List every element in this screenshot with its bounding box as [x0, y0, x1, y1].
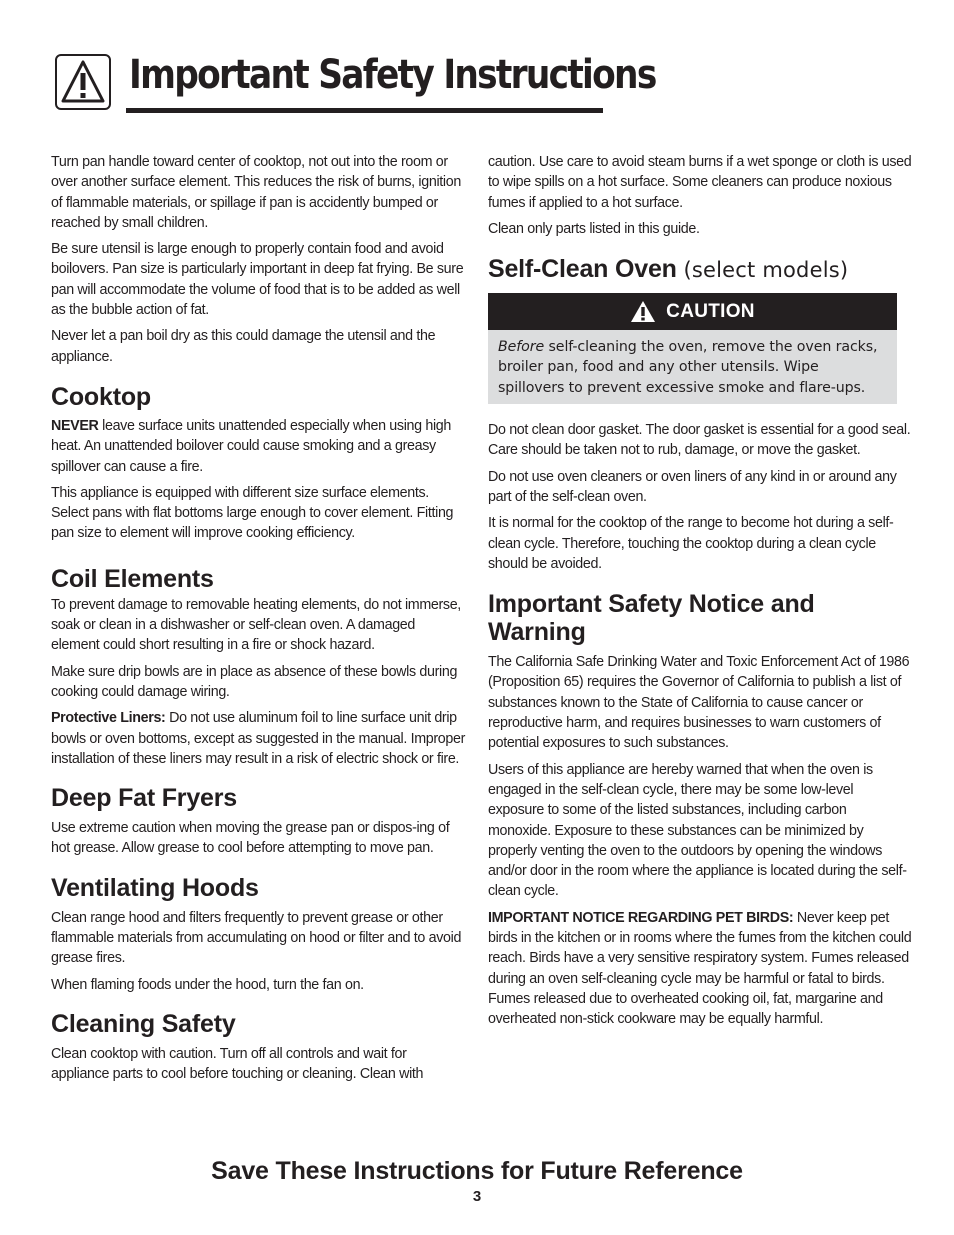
- oven-cleaners-paragraph: Do not use oven cleaners or oven liners of any kind in or around any part of the self-clean oven.: [488, 468, 897, 505]
- footer-title: Save These Instructions for Future Reference: [211, 1157, 743, 1185]
- page-number: 3: [472, 1188, 482, 1205]
- users-warned-paragraph: Users of this appliance are hereby warned that when the oven is engaged in the self-clean cycle, there may be some low-level exposure to some of the listed substances, including carbon monoxide. Exposure to these substances can be minimized by properly venting the oven to the outdoors by opening the windows and/or door in the room where the appliance is located during the self-clean cycle.: [488, 761, 907, 900]
- self-clean-heading-text: Self-Clean Oven: [488, 255, 677, 284]
- pet-birds-paragraph: [488, 908, 912, 1030]
- cooktop-paragraph-2: This appliance is equipped with different size surface elements. Select pans with flat bottoms large enough to cover element. Fitting pan size to element will improve cooking efficiency.: [51, 484, 454, 542]
- coil-p3-text: Do not use aluminum foil to line surface unit drip bowls or oven bottoms, except as suggested in the manual. Improper installation of these liners may result in a risk of electric shock or fire.: [51, 710, 465, 767]
- title-underline: [126, 108, 603, 113]
- intro-paragraph-2: Be sure utensil is large enough to properly contain food and avoid boilovers. Pan size is particularly important in deep fat frying. Be sure pan will accommodate the volume of food that is to be added as well as the bubble action of fat.: [51, 241, 464, 319]
- cooktop-paragraph-1: [51, 416, 467, 477]
- door-gasket-paragraph: Do not clean door gasket. The door gasket is essential for a good seal. Care should be taken not to rub, damage, or move the gasket.: [488, 422, 911, 459]
- caution-body-text: self-cleaning the oven, remove the oven racks, broiler pan, food and any other utensils. Wipe spillovers to prevent excessive smoke and flare-ups.: [498, 339, 878, 396]
- cooktop-hot-paragraph: It is normal for the cooktop of the range to become hot during a self-clean cycle. Therefore, touching the cooktop during a clean cycle should be avoided.: [488, 515, 894, 572]
- deep-fat-fryers-heading: Deep Fat Fryers: [51, 784, 237, 813]
- safety-notice-heading: Important Safety Notice and Warning: [488, 590, 815, 647]
- cleaning-continued-paragraph: caution. Use care to avoid steam burns if a wet sponge or cloth is used to wipe spills on a hot surface. Some cleaners can produce noxious fumes if applied to a hot surface.: [488, 154, 912, 211]
- caution-text: [488, 330, 897, 404]
- cleaning-paragraph-1: Clean cooktop with caution. Turn off all controls and wait for appliance parts to cool before touching or cleaning. Clean with: [51, 1045, 424, 1083]
- coil-paragraph-1: To prevent damage to removable heating elements, do not immerse, soak or clean in a dishwasher or self-clean oven. A damaged element could short resulting in a fire or shock hazard.: [51, 596, 461, 654]
- clean-only-parts-paragraph: Clean only parts listed in this guide.: [488, 220, 700, 237]
- left-column: [51, 152, 467, 1091]
- never-lead: NEVER: [51, 417, 99, 434]
- caution-header: [488, 293, 897, 330]
- self-clean-oven-heading: [488, 255, 912, 284]
- intro-paragraph-3: Never let a pan boil dry as this could damage the utensil and the appliance.: [51, 328, 436, 365]
- pet-birds-lead: IMPORTANT NOTICE REGARDING PET BIRDS:: [488, 909, 794, 926]
- cooktop-p1-text: leave surface units unattended especially when using high heat. An unattended boilover could cause smoking and a greasy spillover can cause a fire.: [51, 417, 451, 475]
- fryers-paragraph-1: Use extreme caution when moving the grease pan or dispos-ing of hot grease. Allow grease to cool before attempting to move pan.: [51, 820, 450, 857]
- cleaning-safety-heading: Cleaning Safety: [51, 1009, 236, 1038]
- warning-triangle-icon: [55, 54, 111, 110]
- cooktop-heading: Cooktop: [51, 382, 151, 411]
- pet-birds-text: Never keep pet birds in the kitchen or in rooms where the fumes from the kitchen could reach. Birds have a very sensitive respiratory system. Fumes released during an oven self-cleaning cycle may be harmful or fatal to birds. Fumes released due to overheated cooking oil, fat, margarine and overheated non-stick cookware may be equally harmful.: [488, 909, 912, 1028]
- page-header: [55, 50, 656, 116]
- caution-label: CAUTION: [666, 300, 755, 322]
- intro-paragraph-1: Turn pan handle toward center of cooktop, not out into the room or over another surface element. This reduces the risk of burns, ignition of flammable materials, or spillage if pan is accidently bumped or reached by small children.: [51, 154, 461, 231]
- before-lead: Before: [498, 339, 545, 356]
- coil-paragraph-3: [51, 708, 467, 769]
- protective-liners-lead: Protective Liners:: [51, 710, 166, 727]
- hoods-paragraph-1: Clean range hood and filters frequently to prevent grease or other flammable materials from accumulating on hood or filter and to avoid grease fires.: [51, 909, 462, 967]
- hoods-paragraph-2: When flaming foods under the hood, turn the fan on.: [51, 976, 364, 993]
- select-models-note: (select models): [683, 258, 849, 283]
- caution-warning-icon: [630, 300, 656, 323]
- coil-paragraph-2: Make sure drip bowls are in place as absence of these bowls during cooking could damage wiring.: [51, 663, 458, 700]
- caution-box: [488, 293, 897, 404]
- prop65-paragraph: The California Safe Drinking Water and Toxic Enforcement Act of 1986 (Proposition 65) requires the Governor of California to publish a list of substances known to the State of California to cause cancer or reproductive harm, and requires businesses to warn customers of potential exposures to such substances.: [488, 654, 910, 752]
- ventilating-hoods-heading: Ventilating Hoods: [51, 873, 259, 902]
- coil-elements-heading: Coil Elements: [51, 564, 214, 593]
- right-column: [488, 152, 912, 1036]
- page-title: Important Safety Instructions: [129, 52, 656, 98]
